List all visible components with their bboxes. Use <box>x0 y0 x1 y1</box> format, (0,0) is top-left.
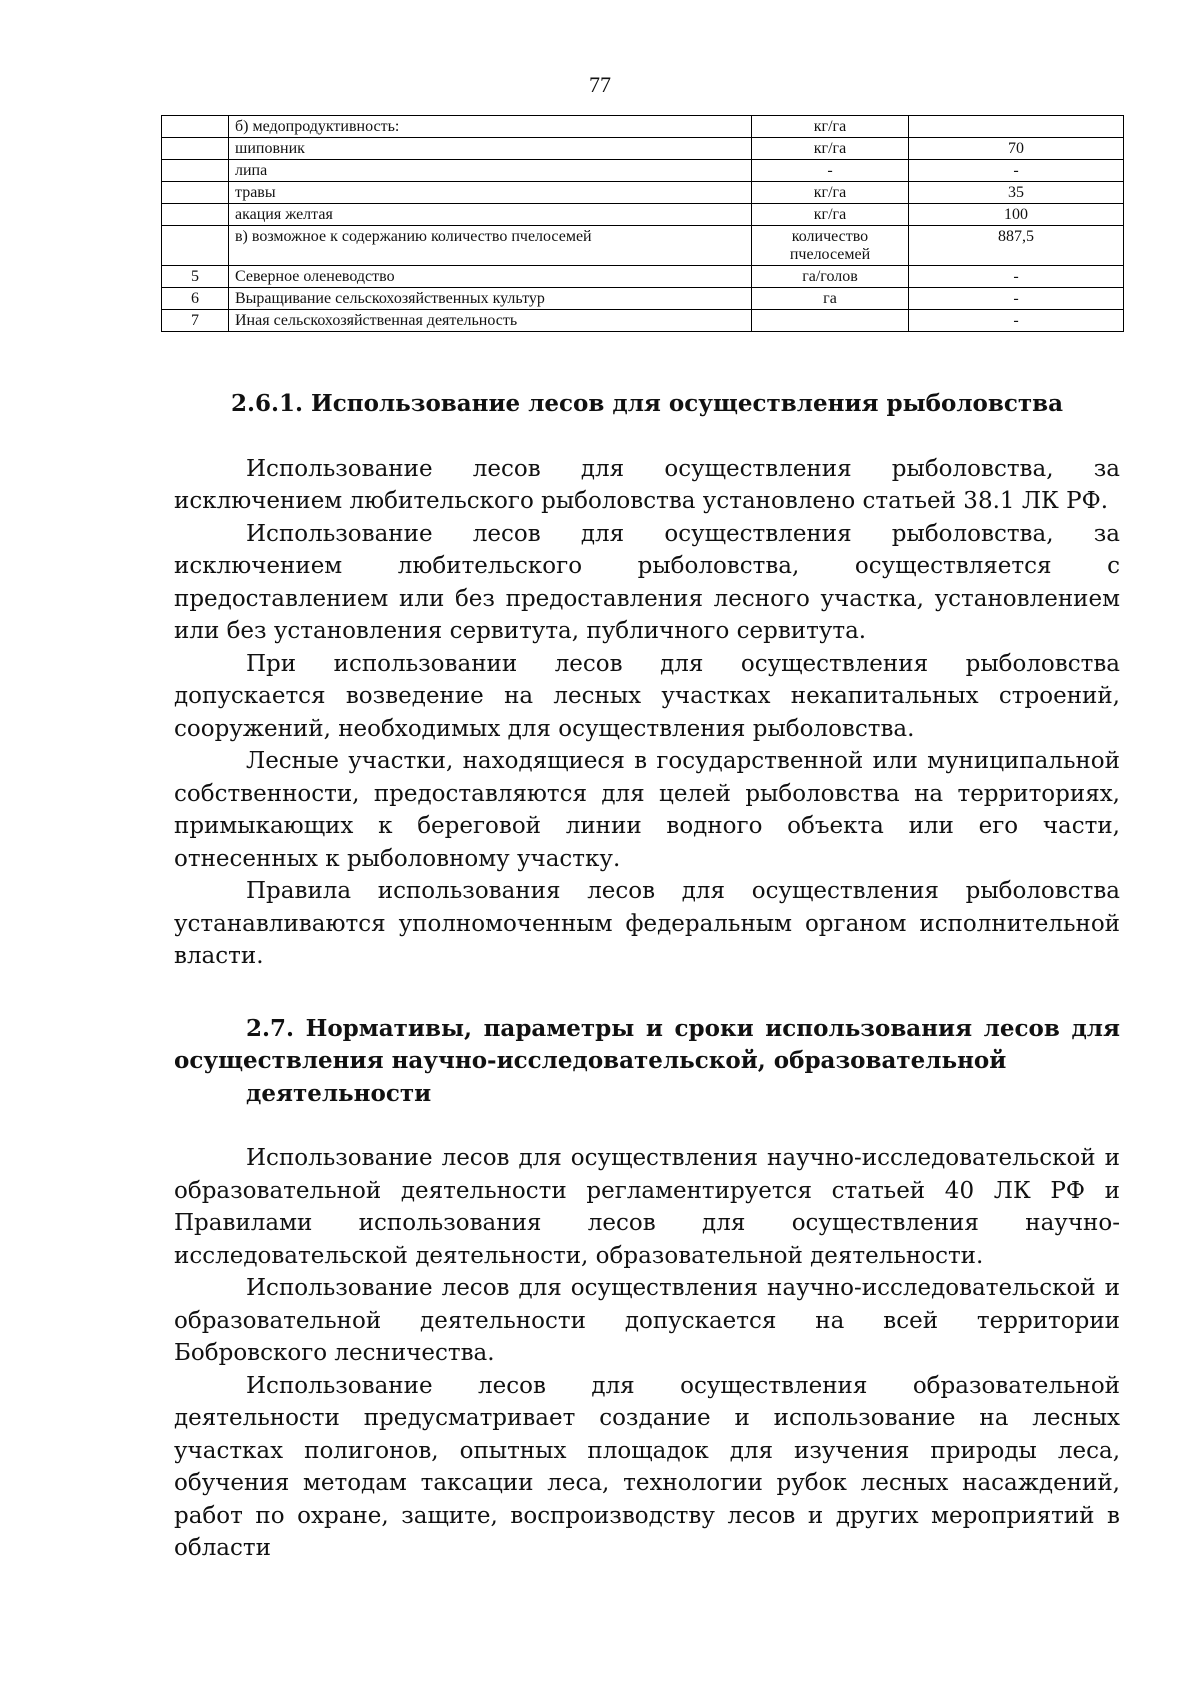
table-row <box>162 138 1124 160</box>
unit-cell <box>752 310 909 332</box>
item-name-cell: в) возможное к содержанию количество пчелосемей <box>229 226 752 266</box>
unit-cell: кг/га <box>752 182 909 204</box>
item-name-cell: шиповник <box>229 138 752 160</box>
paragraph: Использование лесов для осуществления рыболовства, за исключением любительского рыболовства установлено статьей 38.1 ЛК РФ. <box>174 455 1120 514</box>
value-cell: - <box>909 266 1124 288</box>
unit-cell: га/голов <box>752 266 909 288</box>
table-row <box>162 116 1124 138</box>
section-heading-2-6-1: 2.6.1. Использование лесов для осуществления рыболовства <box>230 390 1063 417</box>
paragraph: Использование лесов для осуществления научно-исследовательской и образовательной деятельности регламентируется статьей 40 ЛК РФ и Правилами использования лесов для осуществления научно-исследовательской деятельности, образовательной деятельности. <box>174 1145 1120 1269</box>
table-row <box>162 266 1124 288</box>
value-cell: 35 <box>909 182 1124 204</box>
row-number-cell <box>162 138 229 160</box>
item-name-cell: Выращивание сельскохозяйственных культур <box>229 288 752 310</box>
table-row <box>162 182 1124 204</box>
table-row <box>162 226 1124 266</box>
row-number-cell: 7 <box>162 310 229 332</box>
value-cell <box>909 116 1124 138</box>
item-name-cell: Северное оленеводство <box>229 266 752 288</box>
unit-cell: количество пчелосемей <box>752 226 909 266</box>
document-body <box>174 388 1120 1565</box>
table-row <box>162 288 1124 310</box>
value-cell: - <box>909 310 1124 332</box>
row-number-cell: 6 <box>162 288 229 310</box>
unit-cell: га <box>752 288 909 310</box>
item-name-cell: б) медопродуктивность: <box>229 116 752 138</box>
bee-agriculture-table <box>161 115 1124 332</box>
row-number-cell <box>162 116 229 138</box>
table-body <box>162 116 1124 332</box>
section-heading-2-7-line1: 2.7. Нормативы, параметры и сроки использования лесов для осуществления научно-исследовательской, образовательной <box>174 1014 1120 1074</box>
row-number-cell <box>162 226 229 266</box>
unit-cell: кг/га <box>752 204 909 226</box>
section-heading-2-7 <box>174 1013 1120 1111</box>
item-name-cell: акация желтая <box>229 204 752 226</box>
paragraph: Правила использования лесов для осуществления рыболовства устанавливаются уполномоченным федеральным органом исполнительной власти. <box>174 878 1120 969</box>
item-name-cell: травы <box>229 182 752 204</box>
table-row <box>162 204 1124 226</box>
table-row <box>162 160 1124 182</box>
item-name-cell: Иная сельскохозяйственная деятельность <box>229 310 752 332</box>
paragraph: Использование лесов для осуществления рыболовства, за исключением любительского рыболовства, осуществляется с предоставлением или без предоставления лесного участка, установлением или без установления сервитута, публичного сервитута. <box>174 520 1120 644</box>
unit-cell: - <box>752 160 909 182</box>
item-name-cell: липа <box>229 160 752 182</box>
row-number-cell <box>162 182 229 204</box>
unit-cell: кг/га <box>752 116 909 138</box>
paragraph: Лесные участки, находящиеся в государственной или муниципальной собственности, предоставляются для целей рыболовства на территориях, примыкающих к береговой линии водного объекта или его части, отнесенных к рыболовному участку. <box>174 748 1120 872</box>
value-cell: 887,5 <box>909 226 1124 266</box>
section-heading-2-7-line2: деятельности <box>246 1079 432 1107</box>
row-number-cell <box>162 160 229 182</box>
table-row <box>162 310 1124 332</box>
section-2-6-1-text <box>174 453 1120 973</box>
row-number-cell: 5 <box>162 266 229 288</box>
row-number-cell <box>162 204 229 226</box>
value-cell: 100 <box>909 204 1124 226</box>
paragraph: При использовании лесов для осуществления рыболовства допускается возведение на лесных участках некапитальных строений, сооружений, необходимых для осуществления рыболовства. <box>174 650 1120 742</box>
page-number: 77 <box>589 72 611 97</box>
value-cell: - <box>909 288 1124 310</box>
paragraph: Использование лесов для осуществления научно-исследовательской и образовательной деятельности допускается на всей территории Бобровского лесничества. <box>174 1275 1120 1366</box>
paragraph: Использование лесов для осуществления образовательной деятельности предусматривает создание и использование на лесных участках полигонов, опытных площадок для изучения природы леса, обучения методам таксации леса, технологии рубок лесных насаждений, работ по охране, защите, воспроизводству лесов и других мероприятий в области <box>174 1372 1120 1561</box>
value-cell: - <box>909 160 1124 182</box>
value-cell: 70 <box>909 138 1124 160</box>
section-2-7-text <box>174 1142 1120 1565</box>
unit-cell: кг/га <box>752 138 909 160</box>
